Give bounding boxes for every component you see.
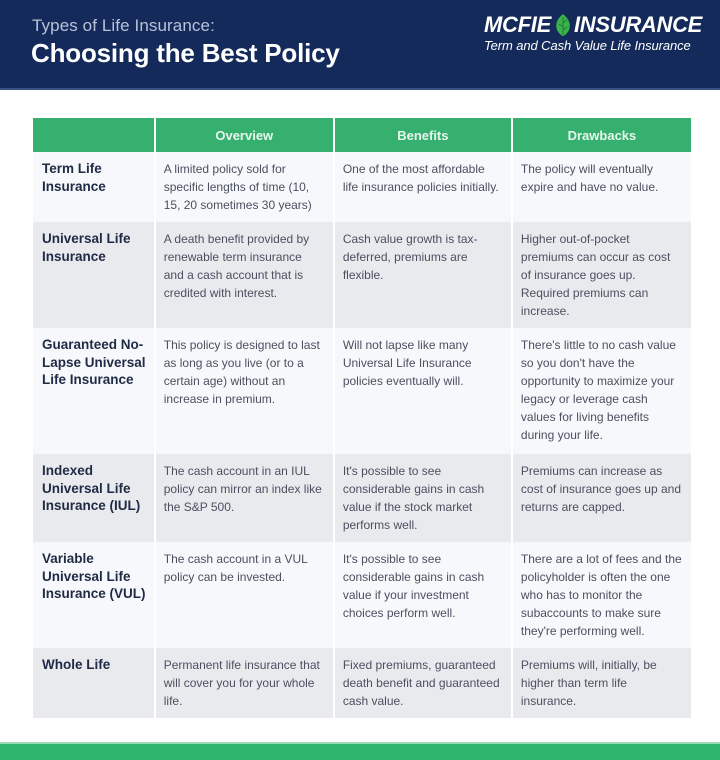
brand-logo xyxy=(484,12,704,53)
policy-drawbacks: There are a lot of fees and the policyholder is often the one who has to monitor the subaccounts to make sure they're performing well. xyxy=(513,542,691,648)
brand-tagline: Term and Cash Value Life Insurance xyxy=(484,38,691,53)
page-header xyxy=(0,0,720,90)
policy-benefits: Fixed premiums, guaranteed death benefit and guaranteed cash value. xyxy=(335,648,511,718)
brand-name-right: INSURANCE xyxy=(573,12,703,37)
table-row xyxy=(33,648,691,718)
policy-overview: The cash account in an IUL policy can mirror an index like the S&P 500. xyxy=(156,454,333,542)
policy-type: Guaranteed No-Lapse Universal Life Insurance xyxy=(33,328,154,454)
table-row xyxy=(33,328,691,454)
policy-comparison-table xyxy=(31,118,693,718)
brand-name xyxy=(484,12,704,38)
column-header-benefits: Benefits xyxy=(335,118,511,152)
column-header-type xyxy=(33,118,154,152)
policy-overview: A limited policy sold for specific lengths of time (10, 15, 20 sometimes 30 years) xyxy=(156,152,333,222)
policy-overview: The cash account in a VUL policy can be invested. xyxy=(156,542,333,648)
policy-overview: A death benefit provided by renewable term insurance and a cash account that is credited with interest. xyxy=(156,222,333,328)
policy-benefits: Cash value growth is tax-deferred, premiums are flexible. xyxy=(335,222,511,328)
policy-type: Universal Life Insurance xyxy=(33,222,154,328)
policy-type: Variable Universal Life Insurance (VUL) xyxy=(33,542,154,648)
policy-drawbacks: Premiums can increase as cost of insurance goes up and returns are capped. xyxy=(513,454,691,542)
table-row xyxy=(33,542,691,648)
footer-bar xyxy=(0,742,720,760)
policy-benefits: It's possible to see considerable gains in cash value if the stock market performs well. xyxy=(335,454,511,542)
table-row xyxy=(33,454,691,542)
policy-overview: Permanent life insurance that will cover you for your whole life. xyxy=(156,648,333,718)
column-header-drawbacks: Drawbacks xyxy=(513,118,691,152)
column-header-overview: Overview xyxy=(156,118,333,152)
policy-type: Whole Life xyxy=(33,648,154,718)
table-row xyxy=(33,152,691,222)
policy-type: Indexed Universal Life Insurance (IUL) xyxy=(33,454,154,542)
policy-drawbacks: Premiums will, initially, be higher than term life insurance. xyxy=(513,648,691,718)
policy-type: Term Life Insurance xyxy=(33,152,154,222)
policy-benefits: It's possible to see considerable gains in cash value if your investment choices perform well. xyxy=(335,542,511,648)
policy-drawbacks: The policy will eventually expire and have no value. xyxy=(513,152,691,222)
brand-name-left: MCFIE xyxy=(484,12,551,37)
table-header-row xyxy=(33,118,691,152)
policy-overview: This policy is designed to last as long as you live (or to a certain age) without an increase in premium. xyxy=(156,328,333,454)
table-row xyxy=(33,222,691,328)
page-subtitle: Types of Life Insurance: xyxy=(32,16,215,35)
leaf-icon xyxy=(554,13,572,37)
policy-drawbacks: Higher out-of-pocket premiums can occur as cost of insurance goes up. Required premiums can increase. xyxy=(513,222,691,328)
policy-benefits: Will not lapse like many Universal Life Insurance policies eventually will. xyxy=(335,328,511,454)
policy-drawbacks: There's little to no cash value so you don't have the opportunity to maximize your legacy or leverage cash values for living benefits during your life. xyxy=(513,328,691,454)
page-title: Choosing the Best Policy xyxy=(31,38,340,68)
policy-benefits: One of the most affordable life insurance policies initially. xyxy=(335,152,511,222)
